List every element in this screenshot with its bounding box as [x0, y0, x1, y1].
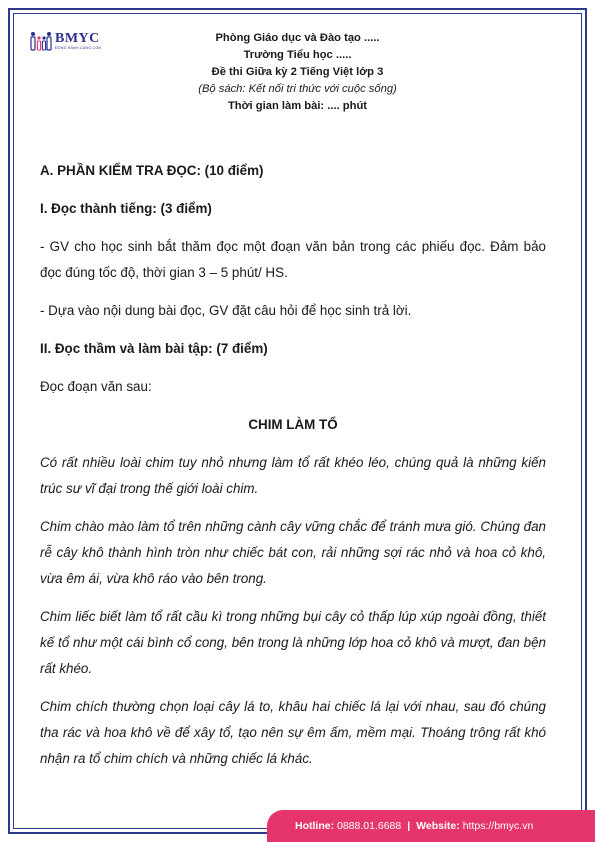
section-1-paragraph: - GV cho học sinh bắt thăm đọc một đoạn văn bản trong các phiếu đọc. Đảm bảo đọc đúng tốc độ, thời gian 3 – 5 phút/ HS. — [40, 239, 546, 280]
section-1-heading: I. Đọc thành tiếng: (3 điểm) — [40, 201, 212, 216]
story-paragraph: Có rất nhiều loài chim tuy nhỏ nhưng làm tổ rất khéo léo, chúng quả là những kiến trúc sư vĩ đại trong thế giới loài chim. — [40, 455, 546, 496]
exam-content — [40, 158, 546, 772]
header-book-series: (Bộ sách: Kết nối tri thức với cuộc sống) — [198, 83, 397, 95]
exam-header — [0, 30, 595, 115]
header-school: Trường Tiểu học ..... — [243, 49, 352, 61]
contact-footer — [267, 810, 595, 842]
hotline-label: Hotline: — [295, 820, 335, 832]
header-time: Thời gian làm bài: .... phút — [227, 100, 368, 112]
reading-instruction: Đọc đoạn văn sau: — [40, 379, 152, 394]
logo-brand: BMYC — [55, 30, 100, 46]
story-paragraph: Chim chích thường chọn loại cây lá to, khâu hai chiếc lá lại với nhau, sau đó chúng tha rác và hoa khô về để xây tổ, tạo nên sự êm ấm, mềm mại. Thoáng trông rất khó nhận ra tổ chim chích và những chiếc lá khác. — [40, 699, 546, 766]
story-title: CHIM LÀM TỔ — [248, 417, 338, 432]
website-label: Website: — [416, 820, 460, 832]
hotline-number[interactable]: 0888.01.6688 — [337, 820, 402, 832]
footer-separator: | — [407, 820, 411, 832]
story-paragraph: Chim liếc biết làm tổ rất cầu kì trong những bụi cây cỏ thấp lúp xúp ngoài đồng, thiết kế tổ như một cái bình cổ cong, bên trong là những lớp hoa cỏ khô và mượt, đan bện rất khéo. — [40, 609, 546, 676]
section-2-heading: II. Đọc thầm và làm bài tập: (7 điểm) — [40, 341, 268, 356]
header-department: Phòng Giáo dục và Đào tạo ..... — [215, 32, 380, 44]
section-a-heading: A. PHẦN KIỂM TRA ĐỌC: (10 điểm) — [40, 163, 264, 178]
story-paragraph: Chim chào mào làm tổ trên những cành cây vững chắc để tránh mưa gió. Chúng đan rễ cây khô thành hình tròn như chiếc bát con, rải những sợi rác nhỏ và hoa cỏ khô, vừa êm ái, vừa khô ráo vào bên trong. — [40, 519, 546, 586]
website-link[interactable]: https://bmyc.vn — [462, 820, 534, 832]
header-exam-title: Đề thi Giữa kỳ 2 Tiếng Việt lớp 3 — [211, 66, 384, 78]
section-1-paragraph: - Dựa vào nội dung bài đọc, GV đặt câu hỏi để học sinh trả lời. — [40, 303, 412, 318]
logo-tagline: ĐỒNG HÀNH CÙNG CON — [55, 45, 102, 50]
